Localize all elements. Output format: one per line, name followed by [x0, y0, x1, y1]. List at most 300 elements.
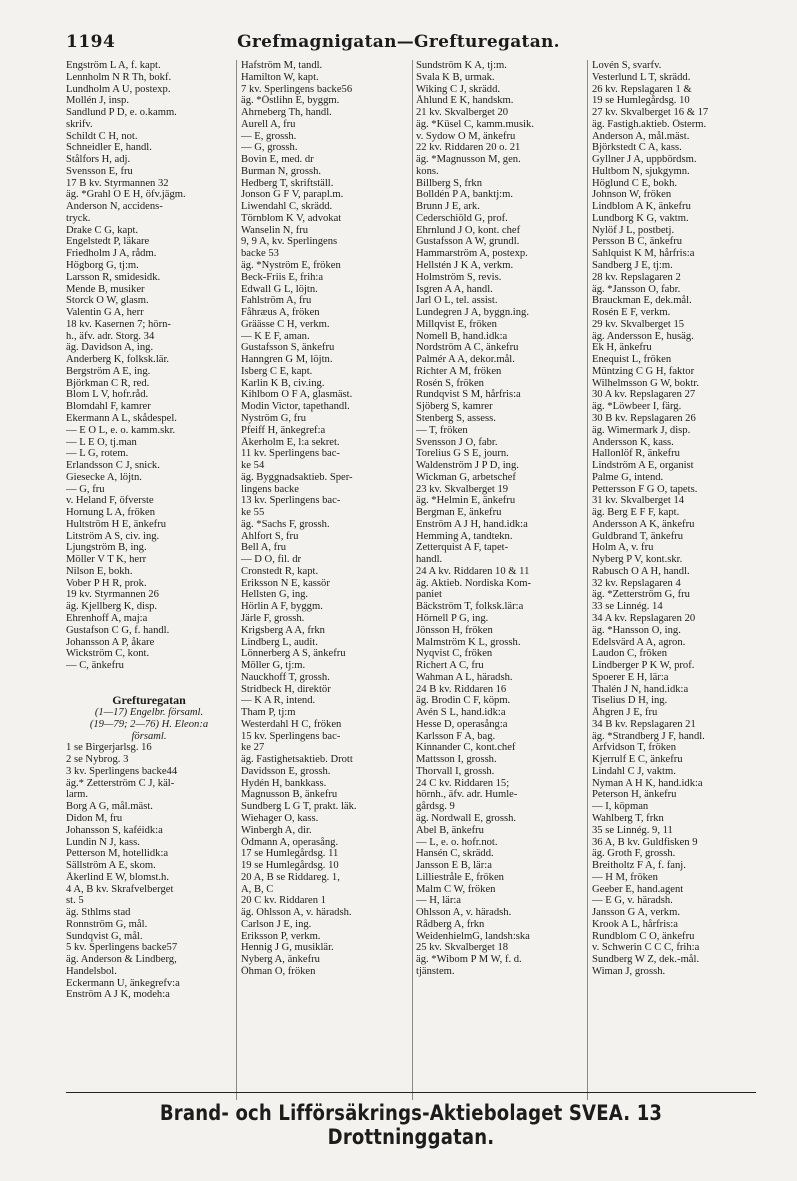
- directory-entry: ke 27: [241, 742, 265, 754]
- directory-entry: Billberg S, frkn: [416, 177, 483, 189]
- directory-entry: Björkman C R, red.: [66, 377, 150, 389]
- directory-entry: Ahlfort S, fru: [241, 530, 299, 542]
- directory-entry: Möller G, tj:m.: [241, 660, 306, 672]
- directory-entry: Möller V T K, herr: [66, 554, 147, 566]
- directory-entry: Schneidler E, handl.: [66, 142, 152, 154]
- directory-entry: Höglund C E, bokh.: [592, 177, 678, 189]
- directory-entry: Järle F, grossh.: [241, 612, 305, 624]
- directory-entry: Nauckhoff T, grossh.: [241, 671, 330, 683]
- directory-entry: Johnson W, fröken: [592, 189, 672, 201]
- directory-entry: 13 kv. Sperlingens bac-: [241, 495, 341, 507]
- directory-entry: Ehrenhoff A, maj:a: [66, 612, 148, 624]
- directory-entry: Hellsten G, ing.: [241, 589, 309, 601]
- directory-entry: Hörnell P G, ing.: [416, 612, 489, 624]
- directory-entry: [66, 672, 232, 684]
- directory-entry: ke 55: [241, 507, 265, 519]
- directory-entry: Pfeiff H, änkegref:a: [241, 424, 326, 436]
- directory-entry: skrifv.: [66, 118, 93, 130]
- directory-entry: Handelsbol.: [66, 965, 117, 977]
- directory-entry: Lindahl C J, vaktm.: [592, 765, 676, 777]
- directory-entry: Johansson A P, åkare: [66, 636, 155, 648]
- directory-entry: Nylöf J L, postbetj.: [592, 224, 675, 236]
- directory-entry: Karlin K B, civ.ing.: [241, 377, 325, 389]
- directory-entry: Wiman J, grossh.: [592, 965, 666, 977]
- directory-entry: Hornung L A, fröken: [66, 507, 156, 519]
- directory-entry: äg. *Nyström E, fröken: [241, 260, 341, 272]
- directory-entry: — E G, v. häradsh.: [592, 895, 673, 907]
- directory-entry: Nomell B, hand.idk:a: [416, 330, 508, 342]
- directory-entry: Malm C W, fröken: [416, 883, 496, 895]
- directory-entry: 24 C kv. Riddaren 15;: [416, 777, 510, 789]
- directory-entry: — D O, fil. dr: [241, 554, 302, 566]
- directory-entry: 2 se Nybrog. 3: [66, 754, 129, 766]
- directory-entry: Ehrnlund J O, kont. chef: [416, 224, 521, 236]
- directory-entry: Wahman A L, häradsh.: [416, 671, 513, 683]
- directory-entry: Karlsson F A, bag.: [416, 730, 496, 742]
- directory-entry: Abel B, änkefru: [416, 824, 484, 836]
- directory-entry: Ek H, änkefru: [592, 342, 652, 354]
- directory-entry: Palmér A A, dekor.mål.: [416, 354, 515, 366]
- directory-entry: Erlandsson C J, snick.: [66, 460, 160, 472]
- directory-entry: Persson B C, änkefru: [592, 236, 683, 248]
- directory-entry: 35 se Linnég. 9, 11: [592, 824, 673, 836]
- directory-entry: Nilson E, bokh.: [66, 565, 133, 577]
- directory-entry: Fåhræus A, fröken: [241, 307, 320, 319]
- directory-entry: äg. *Jansson O, fabr.: [592, 283, 681, 295]
- directory-entry: Lovén S, svarfv.: [592, 60, 662, 71]
- directory-entry: Enequist L, fröken: [592, 354, 672, 366]
- directory-entry: Ödmann A, operasång.: [241, 836, 339, 848]
- directory-entry: (1—17) Engelbr. församl.: [94, 707, 204, 719]
- directory-column-3: [416, 60, 584, 1100]
- directory-entry: Stenberg S, assess.: [416, 412, 496, 424]
- directory-entry: Torelius G S E, journ.: [416, 448, 509, 460]
- directory-entry: äg. *Grahl O E H, öfv.jägm.: [66, 189, 186, 201]
- directory-entry: Kihlbom O F A, glasmäst.: [241, 389, 353, 401]
- directory-entry: Wiking C J, skrädd.: [416, 83, 501, 95]
- directory-entry: Sundqvist G, mål.: [66, 930, 143, 942]
- directory-entry: h., äfv. adr. Storg. 34: [66, 330, 155, 342]
- directory-entry: Edwall G L, löjtn.: [241, 283, 318, 295]
- directory-entry: 7 kv. Sperlingens backe56: [241, 83, 353, 95]
- directory-entry: Svala K B, urmak.: [416, 71, 495, 83]
- directory-entry: Brauckman E, dek.mål.: [592, 295, 692, 307]
- directory-entry: Lindblom A K, änkefru: [592, 201, 691, 213]
- directory-entry: Rosén E F, verkm.: [592, 307, 671, 319]
- directory-entry: v. Schwerin C C C, frih:a: [592, 942, 700, 954]
- directory-entry: Modin Victor, tapethandl.: [241, 401, 350, 413]
- directory-entry: Sjöberg S, kamrer: [416, 401, 493, 413]
- directory-entry: Jansson E B, lär:a: [416, 860, 492, 872]
- directory-entry: Eckermann U, änkegrefv:a: [66, 977, 180, 989]
- directory-entry: äg. *Helmin E, änkefru: [416, 495, 516, 507]
- directory-entry: Hennig J G, musiklär.: [241, 942, 334, 954]
- directory-entry: Jansson G A, verkm.: [592, 907, 680, 919]
- directory-entry: Bäckström T, folksk.lär:a: [416, 601, 524, 613]
- directory-entry: äg. Berg E F F, kapt.: [592, 507, 680, 519]
- directory-entry: 31 kv. Skvalberget 14: [592, 495, 685, 507]
- directory-entry: Åhgren J E, fru: [592, 707, 658, 719]
- directory-entry: Guldbrand T, änkefru: [592, 530, 684, 542]
- directory-entry: Laudon C, fröken: [592, 648, 668, 660]
- directory-entry: äg. Anderson & Lindberg,: [66, 954, 177, 966]
- directory-entry: Lilliestråle E, fröken: [416, 871, 504, 883]
- directory-entry: Waldenström J P D, ing.: [416, 460, 519, 472]
- directory-entry: Isgren A A, handl.: [416, 283, 493, 295]
- advertisement-address: 13 Drottninggatan.: [327, 1101, 663, 1149]
- directory-entry: Kjerrulf E C, änkefru: [592, 754, 683, 766]
- directory-entry: Johansson S, kaféidk:a: [66, 824, 163, 836]
- directory-entry: äg. Kjellberg K, disp.: [66, 601, 158, 613]
- directory-entry: 11 kv. Sperlingens bac-: [241, 448, 340, 460]
- directory-entry: Fahlström A, fru: [241, 295, 312, 307]
- directory-entry: Tham P, tj:m: [241, 707, 296, 719]
- directory-entry: Svensson E, fru: [66, 165, 133, 177]
- directory-entry: Edelsvärd A A, agron.: [592, 636, 686, 648]
- directory-entry: Björkstedt C A, kass.: [592, 142, 682, 154]
- directory-entry: Hansén C, skrädd.: [416, 848, 494, 860]
- advertisement-company: Brand- och Lifförsäkrings-Aktiebolaget SVEA.: [159, 1101, 631, 1125]
- directory-entry: Törnblom K V, advokat: [241, 212, 342, 224]
- directory-entry: Lindberger P K W, prof.: [592, 660, 695, 672]
- directory-entry: Geeber E, hand.agent: [592, 883, 684, 895]
- directory-entry: Borg A G, mål.mäst.: [66, 801, 153, 813]
- directory-column-4: [592, 60, 758, 1100]
- directory-entry: äg. Andersson E, husäg.: [592, 330, 694, 342]
- directory-entry: — E O L, e. o. kamm.skr.: [66, 424, 176, 436]
- directory-entry: Carlson J E, ing.: [241, 918, 312, 930]
- directory-entry: äg. *Zetterström G, fru: [592, 589, 690, 601]
- directory-entry: Stridbeck H, direktör: [241, 683, 331, 695]
- directory-entry: Thorvall I, grossh.: [416, 765, 495, 777]
- directory-entry: hörnh., äfv. adr. Humle-: [416, 789, 518, 801]
- directory-entry: tryck.: [66, 212, 91, 224]
- directory-entry: Millqvist E, fröken: [416, 318, 497, 330]
- directory-entry: 24 A kv. Riddaren 10 & 11: [416, 565, 530, 577]
- directory-entry: Blom L V, hofr.råd.: [66, 389, 149, 401]
- directory-entry: 19 kv. Styrmannen 26: [66, 589, 159, 601]
- directory-entry: Thalén J N, hand.idk:a: [592, 683, 689, 695]
- directory-entry: 28 kv. Repslagaren 2: [592, 271, 681, 283]
- directory-entry: Sahlquist K M, hårfris:a: [592, 248, 695, 260]
- directory-entry: 17 B kv. Styrmannen 32: [66, 177, 169, 189]
- directory-entry: Gustafsson S, änkefru: [241, 342, 335, 354]
- directory-entry: Hesse D, operasång:a: [416, 718, 508, 730]
- directory-entry: Högborg G, tj:m.: [66, 260, 139, 272]
- directory-entry: Lundholm A U, postexp.: [66, 83, 171, 95]
- directory-entry: Didon M, fru: [66, 813, 123, 824]
- directory-entry: 1 se Birgerjarlsg. 16: [66, 742, 152, 754]
- directory-entry: Jönsson H, fröken: [416, 624, 493, 636]
- directory-entry: 24 B kv. Riddaren 16: [416, 683, 507, 695]
- directory-entry: [66, 684, 232, 696]
- directory-entry: Engelstedt P, läkare: [66, 236, 150, 248]
- directory-entry: Hedberg T, skriftställ.: [241, 177, 334, 189]
- directory-entry: äg. Ohlsson A, v. häradsh.: [241, 907, 352, 919]
- directory-entry: — K E F, aman.: [241, 330, 310, 342]
- directory-entry: — G, fru: [66, 483, 105, 495]
- directory-entry: Engström L A, f. kapt.: [66, 60, 161, 71]
- column-divider: [587, 60, 588, 1100]
- running-head: Grefmagnigatan—Grefturegatan.: [237, 32, 560, 52]
- directory-entry: Wilhelmsson G W, boktr.: [592, 377, 699, 389]
- directory-entry: Gräässe C H, verkm.: [241, 318, 330, 330]
- directory-entry: Wickström C, kont.: [66, 648, 150, 660]
- directory-entry: Bovin E, med. dr: [241, 154, 314, 166]
- directory-entry: äg. Nordwall E, grossh.: [416, 813, 517, 824]
- directory-entry: äg. Aktieb. Nordiska Kom-: [416, 577, 532, 589]
- directory-entry: Lönnerberg A S, änkefru: [241, 648, 346, 660]
- directory-entry: 29 kv. Skvalberget 15: [592, 318, 685, 330]
- directory-entry: äg. *Strandberg J F, handl.: [592, 730, 705, 742]
- directory-entry: Gustafson C G, f. handl.: [66, 624, 170, 636]
- directory-entry: Burman N, grossh.: [241, 165, 322, 177]
- directory-entry: v. Heland F, öfverste: [66, 495, 154, 507]
- directory-entry: Wanselin N, fru: [241, 224, 309, 236]
- directory-entry: äg. Sthlms stad: [66, 907, 131, 919]
- directory-entry: Hultbom N, sjukgymn.: [592, 165, 690, 177]
- directory-entry: — K A R, intend.: [241, 695, 316, 707]
- directory-entry: Enström A J K, modeh:a: [66, 989, 170, 1001]
- directory-entry: Rabusch O A H, handl.: [592, 565, 690, 577]
- directory-entry: Arfvidson T, fröken: [592, 742, 677, 754]
- directory-entry: Lennholm N R Th, bokf.: [66, 71, 172, 83]
- directory-entry: äg. *Hansson O, ing.: [592, 624, 681, 636]
- directory-entry: Holm A, v. fru: [592, 542, 654, 554]
- directory-entry: 18 kv. Kasernen 7; hörn-: [66, 318, 171, 330]
- directory-entry: äg. *Magnusson M, gen.: [416, 154, 521, 166]
- directory-entry: äg. *Küsel C, kamm.musik.: [416, 118, 534, 130]
- directory-entry: Vober P H R, prok.: [66, 577, 147, 589]
- directory-entry: Davidsson E, grossh.: [241, 765, 331, 777]
- directory-entry: Wahlberg T, frkn: [592, 813, 664, 824]
- directory-entry: — E, grossh.: [241, 130, 297, 142]
- directory-entry: Gustafsson A W, grundl.: [416, 236, 520, 248]
- directory-entry: Brunn J E, ark.: [416, 201, 480, 213]
- directory-entry: Hellstén J K A, verkm.: [416, 260, 514, 272]
- directory-entry: — L G, rotem.: [66, 448, 129, 460]
- directory-entry: Hörlin A F, byggm.: [241, 601, 323, 613]
- directory-entry: 5 kv. Sperlingens backe57: [66, 942, 178, 954]
- advertisement-text: [114, 1101, 707, 1149]
- directory-entry: Zetterquist A F, tapet-: [416, 542, 509, 554]
- directory-entry: Hallonlöf R, änkefru: [592, 448, 680, 460]
- directory-entry: Nyström G, fru: [241, 412, 307, 424]
- directory-entry: Jonson G F V, parapl.m.: [241, 189, 344, 201]
- directory-entry: Enström A J H, hand.idk:a: [416, 518, 528, 530]
- directory-entry: Hafström M, tandl.: [241, 60, 323, 71]
- directory-entry: Rundqvist S M, hårfris:a: [416, 389, 521, 401]
- directory-entry: Sandberg J E, tj:m.: [592, 260, 673, 272]
- directory-entry: Wiehager O, kass.: [241, 813, 319, 824]
- directory-entry: Cronstedt R, kapt.: [241, 565, 319, 577]
- directory-column-2: [241, 60, 409, 1100]
- directory-entry: Richter A M, fröken: [416, 365, 502, 377]
- directory-entry: Mollén J, insp.: [66, 95, 129, 107]
- directory-entry: Anderson A, mål.mäst.: [592, 130, 690, 142]
- column-divider: [412, 60, 413, 1100]
- directory-entry: Ohlsson A, v. häradsh.: [416, 907, 512, 919]
- directory-entry: Westerdahl H C, fröken: [241, 718, 342, 730]
- directory-entry: Friedholm J A, rådm.: [66, 248, 157, 260]
- directory-entry: Andersson K, kass.: [592, 436, 674, 448]
- directory-entry: Beck-Friis E, frih:a: [241, 271, 324, 283]
- directory-entry: 23 kv. Skvalberget 19: [416, 483, 509, 495]
- directory-entry: församl.: [131, 730, 167, 742]
- directory-entry: 17 se Humlegårdsg. 11: [241, 848, 339, 860]
- directory-entry: gårdsg. 9: [416, 801, 455, 813]
- directory-entry: Nyberg A, änkefru: [241, 954, 320, 966]
- directory-entry: Stålfors H, adj.: [66, 154, 131, 166]
- directory-entry: A, B, C: [241, 883, 274, 895]
- directory-entry: Ekermann A L, skådespel.: [66, 412, 177, 424]
- directory-entry: 19 se Humlegårdsg. 10: [241, 860, 339, 872]
- directory-entry: kons.: [416, 165, 439, 177]
- directory-entry: Sandlund P D, e. o.kamm.: [66, 107, 177, 119]
- directory-entry: Lindström A E, organist: [592, 460, 694, 472]
- directory-entry: larm.: [66, 789, 89, 801]
- directory-entry: Drake C G, kapt.: [66, 224, 139, 236]
- directory-entry: äg. *Wibom P M W, f. d.: [416, 954, 522, 966]
- directory-entry: paniet: [416, 589, 442, 601]
- directory-entry: Sundberg W Z, dek.-mål.: [592, 954, 700, 966]
- directory-entry: 26 kv. Repslagaren 1 &: [592, 83, 692, 95]
- directory-entry: 30 A kv. Repslagaren 27: [592, 389, 696, 401]
- advertisement-banner: [66, 1092, 756, 1149]
- directory-entry: tjänstem.: [416, 965, 455, 977]
- directory-entry: Nordström A C, änkefru: [416, 342, 519, 354]
- directory-entry: handl.: [416, 554, 443, 566]
- directory-entry: Krigsberg A A, frkn: [241, 624, 325, 636]
- directory-entry: — T, fröken: [416, 424, 468, 436]
- directory-entry: Anderberg K, folksk.lär.: [66, 354, 170, 366]
- directory-entry: Larsson R, smidesidk.: [66, 271, 161, 283]
- directory-entry: Peterson H, änkefru: [592, 789, 677, 801]
- directory-entry: Lundegren J A, byggn.ing.: [416, 307, 529, 319]
- directory-entry: Aurell A, fru: [241, 118, 296, 130]
- directory-entry: äg. *Löwbeer I, färg.: [592, 401, 682, 413]
- directory-entry: 15 kv. Sperlingens bac-: [241, 730, 341, 742]
- directory-entry: äg. Byggnadsaktieb. Sper-: [241, 471, 353, 483]
- directory-entry: Andersson A K, änkefru: [592, 518, 695, 530]
- directory-entry: — L E O, tj.man: [66, 436, 137, 448]
- directory-entry: Sällström A E, skom.: [66, 860, 156, 872]
- directory-columns: [66, 60, 756, 1100]
- directory-entry: Åkerholm E, l:a sekret.: [241, 436, 340, 448]
- directory-entry: Mattsson I, grossh.: [416, 754, 497, 766]
- column-divider: [236, 60, 237, 1100]
- directory-entry: äg.* Zetterström C J, käl-: [66, 777, 175, 789]
- directory-entry: v. Sydow O M, änkefru: [416, 130, 516, 142]
- directory-entry: (19—79; 2—76) H. Eleon:a: [89, 718, 209, 730]
- directory-entry: Litström A S, civ. ing.: [66, 530, 160, 542]
- directory-entry: Åhlund E K, handskm.: [416, 95, 514, 107]
- directory-entry: Magnusson B, änkefru: [241, 789, 338, 801]
- directory-entry: äg. Davidson A, ing.: [66, 342, 154, 354]
- directory-entry: Holmström S, revis.: [416, 271, 502, 283]
- directory-entry: Eriksson N E, kassör: [241, 577, 330, 589]
- directory-entry: Valentin G A, herr: [66, 307, 144, 319]
- directory-entry: Blomdahl F, kamrer: [66, 401, 151, 413]
- directory-entry: äg. Fastighetsaktieb. Drott: [241, 754, 353, 766]
- directory-entry: Ahrneberg Th, handl.: [241, 107, 332, 119]
- directory-entry: Malmström K L, grossh.: [416, 636, 521, 648]
- directory-entry: Bolldén P A, banktj:m.: [416, 189, 514, 201]
- directory-entry: 30 B kv. Repslagaren 26: [592, 412, 696, 424]
- directory-entry: Åkerlind E W, blomst.h.: [66, 871, 169, 883]
- page-number: 1194: [66, 32, 116, 52]
- directory-entry: äg. *Östlihn E, byggm.: [241, 95, 340, 107]
- directory-entry: — G, grossh.: [241, 142, 298, 154]
- directory-entry: 34 B kv. Repslagaren 21: [592, 718, 696, 730]
- directory-entry: Lundborg K G, vaktm.: [592, 212, 689, 224]
- directory-entry: Palme G, intend.: [592, 471, 664, 483]
- directory-entry: 20 C kv. Riddaren 1: [241, 895, 326, 907]
- directory-entry: 19 se Humlegårdsg. 10: [592, 95, 690, 107]
- directory-entry: — L, e. o. hofr.not.: [416, 836, 498, 848]
- directory-entry: Petterson M, hotellidk:a: [66, 848, 169, 860]
- directory-entry: 32 kv. Repslagaren 4: [592, 577, 681, 589]
- directory-entry: 4 A, B kv. Skrafvelberget: [66, 883, 174, 895]
- directory-entry: Vesterlund L T, skrädd.: [592, 71, 691, 83]
- directory-entry: — C, änkefru: [66, 660, 124, 672]
- directory-entry: Bergman E, änkefru: [416, 507, 502, 519]
- directory-entry: Avén S L, hand.idk:a: [416, 707, 506, 719]
- directory-entry: Breitholtz F A, f. fanj.: [592, 860, 686, 872]
- directory-entry: Nyman A H K, hand.idk:a: [592, 777, 703, 789]
- directory-entry: Hemming A, tandtekn.: [416, 530, 513, 542]
- directory-entry: — I, köpman: [592, 801, 649, 813]
- directory-entry: Sundberg L G T, prakt. läk.: [241, 801, 357, 813]
- directory-entry: Ljungström B, ing.: [66, 542, 147, 554]
- directory-entry: Lindberg L, audit.: [241, 636, 318, 648]
- directory-entry: backe 53: [241, 248, 279, 260]
- directory-entry: st. 5: [66, 895, 84, 907]
- directory-entry: Nyqvist C, fröken: [416, 648, 493, 660]
- directory-entry: Müntzing C G H, faktor: [592, 365, 695, 377]
- directory-entry: WeidenhielmG, landsh:ska: [416, 930, 530, 942]
- directory-entry: Ronnström G, mål.: [66, 918, 148, 930]
- directory-entry: ke 54: [241, 460, 265, 472]
- directory-entry: 21 kv. Skvalberget 20: [416, 107, 509, 119]
- directory-entry: Liwendahl C, skrädd.: [241, 201, 333, 213]
- directory-entry: Anderson N, accidens-: [66, 201, 163, 213]
- directory-entry: äg. Groth F, grossh.: [592, 848, 676, 860]
- directory-entry: Tiselius D H, ing.: [592, 695, 668, 707]
- directory-entry: Svensson J O, fabr.: [416, 436, 498, 448]
- directory-entry: Richert A C, fru: [416, 660, 484, 672]
- directory-entry: Bell A, fru: [241, 542, 287, 554]
- directory-entry: 22 kv. Riddaren 20 o. 21: [416, 142, 521, 154]
- directory-entry: Hydén H, bankkass.: [241, 777, 327, 789]
- directory-entry: 25 kv. Skvalberget 18: [416, 942, 509, 954]
- directory-entry: Jarl O L, tel. assist.: [416, 295, 498, 307]
- directory-entry: Öhman O, fröken: [241, 965, 316, 977]
- directory-entry: 20 A, B se Riddareg. 1,: [241, 871, 340, 883]
- section-heading: Grefturegatan: [112, 695, 186, 708]
- directory-entry: 27 kv. Skvalberget 16 & 17: [592, 107, 709, 119]
- directory-entry: Giesecke A, löjtn.: [66, 471, 142, 483]
- directory-entry: Pettersson F G O, tapets.: [592, 483, 698, 495]
- directory-entry: Wickman G, arbetschef: [416, 471, 516, 483]
- directory-entry: Winbergh A, dir.: [241, 824, 312, 836]
- directory-entry: — H, lär:a: [416, 895, 462, 907]
- directory-entry: äg. Fastigh.aktieb. Österm.: [592, 118, 707, 130]
- directory-entry: Hultström H E, änkefru: [66, 518, 167, 530]
- directory-entry: Spoerer E H, lär:a: [592, 671, 669, 683]
- directory-entry: Lundin N J, kass.: [66, 836, 140, 848]
- directory-entry: äg. *Sachs F, grossh.: [241, 518, 330, 530]
